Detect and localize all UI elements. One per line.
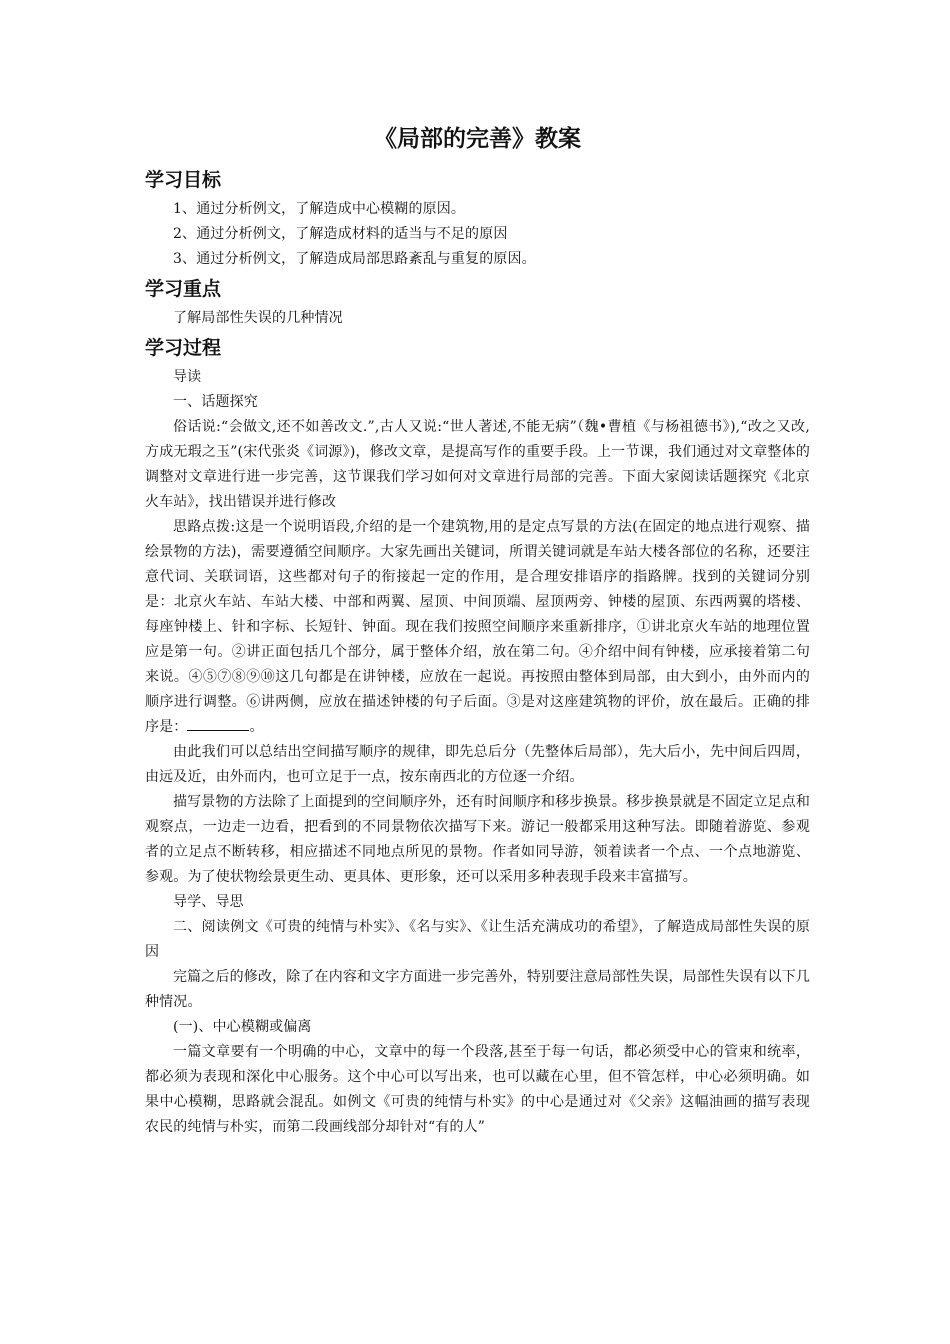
center-heading: (一)、中心模糊或偏离: [173, 1019, 312, 1035]
center-paragraph: 一篇文章要有一个明确的中心，文章中的每一个段落,甚至于每一句话，都必须受中心的管束和统率，都必须为表现和深化中心服务。这个中心可以写出来，也可以藏在心里，但不管怎样，中心必须明确。如果中心模糊，思路就会混乱。如例文《可贵的纯情与朴实》的中心是通过对《父亲》这幅油画的描写表现农民的纯情与朴实，而第二段画线部分却针对“有的人”: [145, 1044, 810, 1135]
summary-paragraph: 由此我们可以总结出空间描写顺序的规律，即先总后分（先整体后局部），先大后小，先中间后四周，由远及近，由外而内，也可立足于一点，按东南西北的方位逐一介绍。: [145, 744, 810, 785]
topic-heading: 一、话题探究: [173, 394, 258, 410]
goal-item: 3、通过分析例文，了解造成局部思路紊乱与重复的原因。: [173, 251, 536, 267]
method-paragraph: 描写景物的方法除了上面提到的空间顺序外，还有时间顺序和移步换景。移步换景就是不固定立足点和观察点，一边走一边看，把看到的不同景物依次描写下来。游记一般都采用这种写法。即随着游览、参观者的立足点不断转移，相应描述不同地点所见的景物。作者如同导游，领着读者一个点、一个点地游览、参观。为了使状物绘景更生动、更具体、更形象，还可以采用多种表现手段来丰富描写。: [145, 794, 810, 885]
goal-item: 2、通过分析例文，了解造成材料的适当与不足的原因: [173, 226, 508, 242]
hint-paragraph: [145, 515, 810, 740]
hint-text: 思路点拨:这是一个说明语段,介绍的是一个建筑物,用的是定点写景的方法(在固定的地点进行观察、描绘景物的方法)，需要遵循空间顺序。大家先画出关键词，所谓关键词就是车站大楼各部位的名称，还要注意代词、关联词语，这些都对句子的衔接起一定的作用，是合理安排语序的指路牌。找到的关键词分别是：北京火车站、车站大楼、中部和两翼、屋顶、中间顶端、屋顶两旁、钟楼的屋顶、东西两翼的塔楼、每座钟楼上、针和字标、长短针、钟面。现在我们按照空间顺序来重新排序，①讲北京火车站的地理位置应是第一句。②讲正面包括几个部分，属于整体介绍，放在第二句。④介绍中间有钟楼，应承接着第二句来说。④⑤⑦⑧⑨⑩这几句都是在讲钟楼，应放在一起说。再按照由整体到局部，由大到小，由外而内的顺序进行调整。⑥讲两侧，应放在描述钟楼的句子后面。③是对这座建筑物的评价，放在最后。正确的排序是：: [145, 519, 810, 735]
process-heading: 学习过程: [145, 337, 222, 359]
focus-text: 了解局部性失误的几种情况: [173, 310, 343, 326]
answer-blank: [187, 716, 249, 731]
document-title: 《局部的完善》教案: [374, 125, 581, 152]
read-paragraph: 二、阅读例文《可贵的纯情与朴实》、《名与实》、《让生活充满成功的希望》，了解造成局部性失误的原因: [145, 919, 810, 960]
daodu-label: 导读: [173, 369, 202, 385]
topic-paragraph: 俗话说:“会做文,还不如善改文.”,古人又说:“世人著述,不能无病”（魏•曹植《与杨祖德书》),“改之又改,方成无瑕之玉”(宋代张炎《词源》)，修改文章，是提高写作的重要手段。上一节课，我们通过对文章整体的调整对文章进行进一步完善，这节课我们学习如何对文章进行局部的完善。下面大家阅读话题探究《北京火车站》，找出错误并进行修改: [145, 419, 810, 510]
goals-heading: 学习目标: [145, 169, 222, 191]
revise-paragraph: 完篇之后的修改，除了在内容和文字方面进一步完善外，特别要注意局部性失误，局部性失误有以下几种情况。: [145, 969, 810, 1010]
goal-item: 1、通过分析例文，了解造成中心模糊的原因。: [173, 201, 466, 217]
hint-end: 。: [249, 719, 264, 735]
daoxue-label: 导学、导思: [173, 894, 244, 910]
focus-heading: 学习重点: [145, 278, 222, 300]
